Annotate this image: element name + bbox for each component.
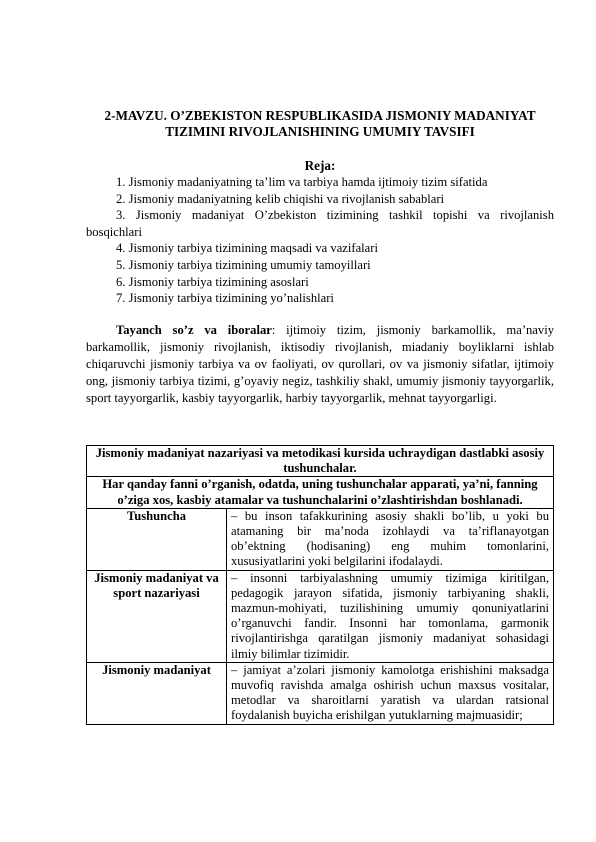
definition-cell: – bu inson tafakkurining asosiy shakli bo’lib, u yoki bu atamaning bir ma’noda izohlaydi va ta’riflanayotgan ob’ektning (hodisaning) eng muhim tomonlarini, xususiyatlarini yoki belgilarini ifodalaydi.	[227, 508, 554, 570]
table-header-intro: Har qanday fanni o’rganish, odatda, uning tushunchalar apparati, ya’ni, fanning o’ziga xos, kasbiy atamalar va tushunchalarini o’zlashtirishdan boshlanadi.	[87, 477, 554, 508]
term-cell: Tushuncha	[87, 508, 227, 570]
plan-item: 4. Jismoniy tarbiya tizimining maqsadi va vazifalari	[116, 241, 378, 256]
keywords-label: Tayanch so’z va iboralar	[116, 323, 272, 337]
plan-list	[86, 174, 554, 307]
definition-cell: – insonni tarbiyalashning umumiy tizimiga kiritilgan, pedagogik jarayon sifatida, jismoniy tarbiyaning shakli, mazmun-mohiyati, tuzilishining umumiy qonuniyatlarini o’rganuvchi fandir. Insonni har tomonlama, garmonik rivojlantirishga qaratilgan jismoniy madaniyat sohasidagi ilmiy bilimlar tizimidir.	[227, 570, 554, 662]
table-header-row	[87, 477, 554, 508]
keywords-paragraph	[86, 322, 554, 407]
plan-item: 2. Jismoniy madaniyatning kelib chiqishi va rivojlanish sabablari	[116, 191, 445, 206]
table-row	[87, 570, 554, 662]
plan-item: 5. Jismoniy tarbiya tizimining umumiy tamoyillari	[116, 257, 371, 272]
plan-item: 6. Jismoniy tarbiya tizimining asoslari	[116, 274, 309, 289]
table-row	[87, 508, 554, 570]
term-cell: Jismoniy madaniyat	[87, 662, 227, 724]
plan-item: 3. Jismoniy madaniyat O’zbekiston tizimining tashkil topishi va rivojlanish bosqichlari	[86, 208, 554, 239]
table-header-title: Jismoniy madaniyat nazariyasi va metodikasi kursida uchraydigan dastlabki asosiy tushunchalar.	[87, 446, 554, 477]
plan-heading: Reja:	[304, 158, 336, 173]
terms-table	[86, 445, 554, 725]
keywords-text: : ijtimoiy tizim, jismoniy barkamollik, ma’naviy barkamollik, jismoniy rivojlanish, iktisodiy rivojlanish, miadaniy boyliklarni ishlab chiqaruvchi jismoniy tarbiya va ov faoliyati, ov qurollari, ov va jismoniy sifatlar, ijtimoiy ong, jismoniy tarbiya tizimi, g’oyaviy negiz, tashkiliy shakl, umumiy jismoniy tayyorgarlik, sport tayyorgarlik, kasbiy tayyorgarlik, harbiy tayyorgarlik, mehnat tayyorgarligi.	[86, 323, 554, 405]
document-title: 2-MAVZU. O’ZBEKISTON RESPUBLIKASIDA JISMONIY MADANIYAT TIZIMINI RIVOJLANISHINING UMUMIY TAVSIFI	[104, 108, 536, 139]
term-cell: Jismoniy madaniyat va sport nazariyasi	[87, 570, 227, 662]
plan-item: 7. Jismoniy tarbiya tizimining yo’nalishlari	[116, 291, 334, 306]
plan-item: 1. Jismoniy madaniyatning ta’lim va tarbiya hamda ijtimoiy tizim sifatida	[116, 175, 488, 189]
table-header-row	[87, 446, 554, 477]
definition-cell: – jamiyat a’zolari jismoniy kamolotga erishishini maksadga muvofiq ravishda amalga oshirish uchun maxsus vositalar, metodlar va sharoitlarni yaratish va ulardan ratsional foydalanish buyicha erishilgan yutuklarning majmuasidir;	[227, 662, 554, 724]
table-row	[87, 662, 554, 724]
